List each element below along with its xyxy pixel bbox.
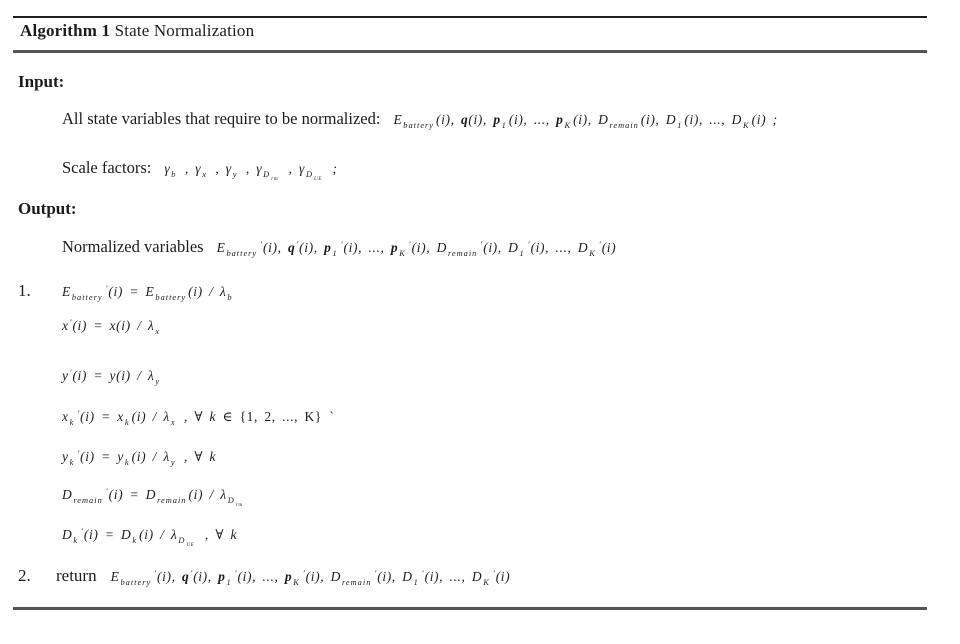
equation-dk: $D_k'(i) = D_k$ $(i) / \lambda_{D_{UE}}$ , ∀ k xyxy=(62,526,238,548)
scale-factors-math: $\gamma_b$ , $\gamma_x$ , $\gamma_y$ , $\gamma_{D_{rm}}$ , $\gamma_{D_{UE}}$ ; xyxy=(164,161,338,182)
equation-dremain: $D_{remain}'(i) = D_{remain}$ $(i) / \lambda_{D_{rm}}$ xyxy=(62,486,243,508)
input-section-label xyxy=(18,72,64,92)
scale-factors-line xyxy=(62,158,338,182)
equation-xk-line xyxy=(62,408,333,427)
output-label: Output: xyxy=(18,199,77,218)
top-rule xyxy=(13,16,927,18)
equation-y-line xyxy=(62,367,162,386)
step-1-row xyxy=(18,281,235,302)
equation-xk: $x_k'(i) = x_k$ $(i) / \lambda_x$ , ∀ k ∈ {1, 2, ..., K} ` xyxy=(62,408,334,428)
return-keyword: return xyxy=(56,566,97,585)
normalized-variables-line xyxy=(62,237,616,258)
equation-yk-line xyxy=(62,448,216,467)
algorithm-title xyxy=(20,21,254,41)
header-rule xyxy=(13,50,927,53)
step-2-number: 2. xyxy=(18,566,31,585)
algorithm-title-bold: Algorithm 1 xyxy=(20,21,111,40)
bottom-rule xyxy=(13,607,927,610)
equation-y: $y'(i) = y(i) / \lambda_y$ xyxy=(62,367,161,387)
input-label: Input: xyxy=(18,72,65,91)
equation-ebattery: $E_{battery}'(i) = E_{battery}$ $(i) / \lambda_b$ xyxy=(62,283,233,303)
step-1-number: 1. xyxy=(18,281,31,300)
algorithm-title-rest: State Normalization xyxy=(110,21,255,40)
equation-yk: $y_k'(i) = y_k$ $(i) / \lambda_y$ , ∀ k xyxy=(62,448,217,468)
step-2-row xyxy=(18,566,510,587)
equation-x-line xyxy=(62,317,162,336)
equation-x: $x'(i) = x(i) / \lambda_x$ xyxy=(62,317,161,337)
normalized-variables-math: $E_{battery}'(i)$, q′(i), $p_1'(i)$, ..., $p_K'(i)$, $D_{remain}'(i)$, $D_1'(i)$, ..., $D_K'(i)$ xyxy=(216,239,617,259)
state-variables-text: All state variables that require to be normalized: xyxy=(62,109,381,128)
state-variables-line xyxy=(62,109,778,130)
output-section-label xyxy=(18,199,77,219)
equation-dremain-line xyxy=(62,486,247,508)
return-math: $E_{battery}'(i)$, q′(i), $p_1'(i)$, ..., $p_K'(i)$, $D_{remain}'(i)$, $D_1'(i)$, ..., $D_K'(i)$ xyxy=(110,568,511,588)
scale-factors-text: Scale factors: xyxy=(62,158,152,177)
equation-dk-line xyxy=(62,526,237,548)
normalized-variables-text: Normalized variables xyxy=(62,237,204,256)
state-variables-math: $E_{battery}$ (i), q(i), $p_1$ (i), ..., $p_K$ (i), $D_{remain}$ (i), $D_1$ (i), ..., $D_K$ (i) ; xyxy=(393,112,778,131)
